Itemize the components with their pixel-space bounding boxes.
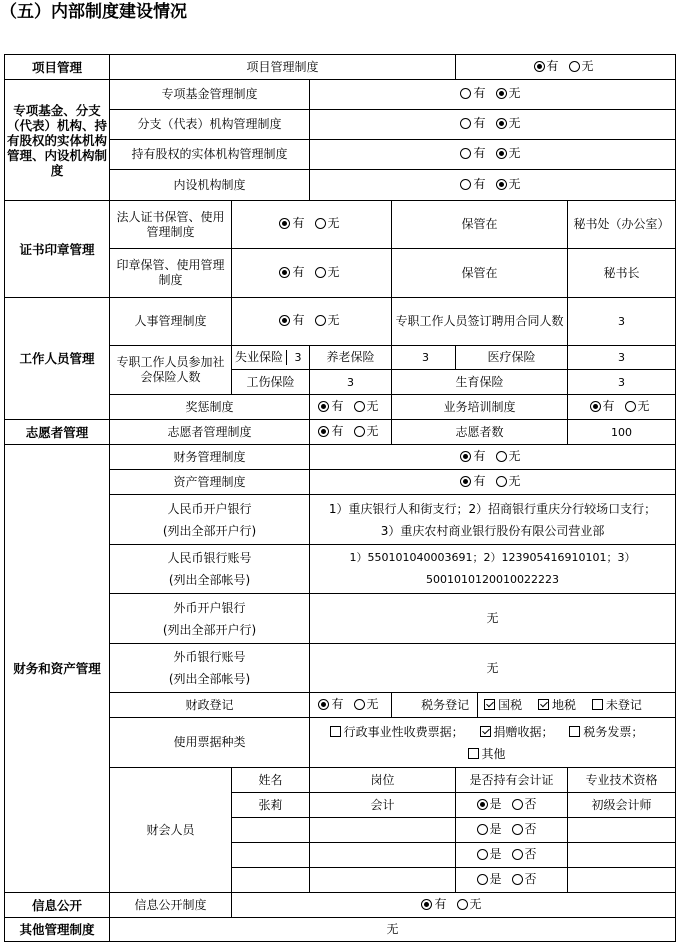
other-system-value: 无 — [110, 918, 676, 942]
radio-checked-icon — [318, 401, 329, 412]
radio-unchecked-icon — [354, 699, 365, 710]
accountant-cert-radio[interactable] — [456, 868, 568, 893]
radio-label: 有 — [292, 313, 305, 327]
radio-option[interactable] — [496, 449, 521, 464]
radio-option[interactable] — [318, 697, 343, 712]
checkbox-option[interactable] — [330, 725, 464, 739]
rmb-account-line-1: 1）550101040003691；2）123905416910101；3） — [349, 551, 636, 564]
radio-label: 无 — [508, 86, 521, 100]
checkbox-option[interactable] — [468, 747, 506, 761]
radio-option[interactable] — [496, 177, 521, 192]
radio-label: 否 — [524, 871, 537, 886]
radio-option[interactable] — [477, 847, 502, 862]
radio-unchecked-icon — [477, 874, 488, 885]
radio-option[interactable] — [315, 313, 340, 328]
radio-option[interactable] — [318, 424, 343, 439]
staff-section: 工作人员管理 — [5, 298, 110, 420]
radio-label: 无 — [366, 398, 379, 413]
checkbox-option[interactable] — [484, 698, 522, 712]
radio-checked-icon — [496, 88, 507, 99]
accountant-qual — [568, 868, 676, 893]
radio-label: 无 — [327, 264, 340, 279]
radio-checked-icon — [318, 699, 329, 710]
rmb-account-note: (列出全部帐号) — [168, 573, 251, 587]
project-system-radio[interactable] — [456, 55, 676, 80]
cert-system-label: 法人证书保管、使用管理制度 — [110, 201, 232, 249]
accountant-post — [310, 868, 456, 893]
radio-unchecked-icon — [354, 426, 365, 437]
radio-option[interactable] — [354, 424, 379, 439]
checkbox-unchecked-icon — [569, 726, 580, 737]
radio-label: 无 — [508, 176, 521, 191]
rmb-bank-label: 人民币开户银行 — [167, 501, 252, 516]
pension-value: 3 — [392, 346, 456, 370]
internal-org-label: 内设机构制度 — [110, 170, 310, 201]
radio-option[interactable] — [315, 216, 340, 231]
reward-system-label: 奖惩制度 — [110, 395, 310, 420]
radio-option[interactable] — [421, 897, 446, 912]
accountant-header-cert: 是否持有会计证 — [456, 768, 568, 793]
checkbox-option[interactable] — [480, 725, 554, 739]
accountant-cert-radio[interactable] — [456, 843, 568, 868]
fx-account-label: 外币银行账号 — [173, 650, 246, 664]
checkbox-unchecked-icon — [592, 699, 603, 710]
fx-account-note: (列出全部帐号) — [168, 672, 251, 686]
unemployment-value: 3 — [294, 351, 302, 364]
checkbox-label: 未登记 — [605, 698, 642, 712]
checkbox-checked-icon — [484, 699, 495, 710]
checkbox-checked-icon — [538, 699, 549, 710]
rmb-account-line-2: 5001010120010022223 — [426, 573, 559, 586]
radio-checked-icon — [460, 476, 471, 487]
seal-keeper-value: 秘书长 — [568, 249, 676, 298]
injury-value: 3 — [310, 370, 392, 395]
radio-unchecked-icon — [512, 874, 523, 885]
radio-unchecked-icon — [315, 315, 326, 326]
radio-unchecked-icon — [354, 401, 365, 412]
maternity-value: 3 — [568, 370, 676, 395]
radio-checked-icon — [421, 899, 432, 910]
radio-option[interactable] — [496, 86, 521, 101]
internal-system-table — [4, 54, 676, 942]
asset-system-radio[interactable] — [310, 470, 676, 495]
cert-system-radio[interactable] — [232, 201, 392, 249]
radio-option[interactable] — [496, 146, 521, 161]
radio-label: 有 — [331, 423, 344, 438]
radio-label: 有 — [473, 116, 486, 130]
volunteer-system-label: 志愿者管理制度 — [110, 420, 310, 445]
info-section: 信息公开 — [5, 893, 110, 918]
radio-label: 无 — [366, 696, 379, 711]
insurance-label: 专职工作人员参加社会保险人数 — [110, 346, 232, 395]
radio-unchecked-icon — [460, 88, 471, 99]
accountant-cert-radio[interactable] — [456, 818, 568, 843]
radio-label: 无 — [327, 216, 340, 230]
accountant-post: 会计 — [310, 793, 456, 818]
fx-bank-value: 无 — [310, 594, 676, 644]
radio-option[interactable] — [460, 177, 485, 192]
radio-unchecked-icon — [460, 179, 471, 190]
checkbox-option[interactable] — [569, 725, 643, 739]
radio-label: 有 — [331, 696, 344, 711]
radio-option[interactable] — [625, 399, 650, 414]
radio-label: 无 — [508, 146, 521, 160]
accountant-post — [310, 843, 456, 868]
radio-unchecked-icon — [512, 849, 523, 860]
radio-label: 无 — [366, 423, 379, 438]
finance-section: 财务和资产管理 — [5, 445, 110, 893]
radio-option[interactable] — [460, 116, 485, 131]
fiscal-label: 财政登记 — [110, 693, 310, 718]
radio-label: 无 — [327, 313, 340, 327]
fx-bank-label: 外币开户银行 — [173, 600, 246, 615]
accountant-name — [232, 818, 310, 843]
special-section: 专项基金、分支（代表）机构、持有股权的实体机构管理、内设机构制度 — [5, 80, 110, 201]
training-system-radio[interactable] — [568, 395, 676, 420]
checkbox-option[interactable] — [592, 698, 642, 712]
radio-label: 是 — [489, 796, 502, 811]
special-fund-label: 专项基金管理制度 — [110, 80, 310, 110]
radio-option[interactable] — [496, 116, 521, 131]
pension-label: 养老保险 — [310, 346, 392, 370]
accountant-qual — [568, 818, 676, 843]
radio-label: 否 — [524, 796, 537, 811]
radio-unchecked-icon — [496, 451, 507, 462]
radio-unchecked-icon — [457, 899, 468, 910]
rmb-bank-line-2: 3）重庆农村商业银行股份有限公司营业部 — [380, 523, 605, 538]
medical-label: 医疗保险 — [456, 346, 568, 370]
radio-option[interactable] — [460, 449, 485, 464]
branch-system-label: 分支（代表）机构管理制度 — [110, 110, 310, 140]
radio-label: 有 — [473, 473, 486, 488]
accountant-header-qual: 专业技术资格 — [568, 768, 676, 793]
checkbox-label: 国税 — [498, 698, 523, 712]
accountant-post — [310, 818, 456, 843]
accountant-qual — [568, 843, 676, 868]
accountant-cert-radio[interactable] — [456, 793, 568, 818]
radio-checked-icon — [279, 218, 290, 229]
seal-system-radio[interactable] — [232, 249, 392, 298]
asset-system-label: 资产管理制度 — [110, 470, 310, 495]
radio-checked-icon — [590, 401, 601, 412]
radio-label: 无 — [637, 398, 650, 413]
checkbox-checked-icon — [480, 726, 491, 737]
radio-option[interactable] — [512, 797, 537, 812]
checkbox-option[interactable] — [538, 698, 576, 712]
injury-label: 工伤保险 — [232, 370, 310, 395]
project-section: 项目管理 — [5, 55, 110, 80]
radio-label: 无 — [581, 58, 594, 73]
radio-label: 有 — [331, 398, 344, 413]
other-section: 其他管理制度 — [5, 918, 110, 942]
volunteer-section: 志愿者管理 — [5, 420, 110, 445]
accountant-name — [232, 868, 310, 893]
bill-type-label: 使用票据种类 — [110, 718, 310, 768]
radio-option[interactable] — [477, 797, 502, 812]
page-title: （五）内部制度建设情况 — [0, 2, 187, 22]
radio-option[interactable] — [512, 872, 537, 887]
maternity-label: 生育保险 — [392, 370, 568, 395]
radio-option[interactable] — [590, 399, 615, 414]
radio-option[interactable] — [315, 265, 340, 280]
radio-label: 有 — [473, 448, 486, 463]
radio-unchecked-icon — [460, 118, 471, 129]
radio-label: 有 — [292, 264, 305, 279]
radio-label: 有 — [292, 216, 305, 230]
radio-label: 是 — [489, 821, 502, 836]
radio-label: 无 — [469, 896, 482, 911]
tax-label: 税务登记 — [413, 693, 478, 717]
info-system-radio[interactable] — [232, 893, 676, 918]
medical-value: 3 — [568, 346, 676, 370]
radio-option[interactable] — [496, 474, 521, 489]
radio-option[interactable] — [279, 216, 304, 231]
equity-system-radio[interactable] — [310, 140, 676, 170]
radio-option[interactable] — [354, 399, 379, 414]
radio-label: 是 — [489, 846, 502, 861]
radio-label: 无 — [508, 473, 521, 488]
checkbox-unchecked-icon — [330, 726, 341, 737]
contract-count-label: 专职工作人员签订聘用合同人数 — [392, 298, 568, 346]
bill-type-options[interactable] — [310, 718, 676, 768]
radio-checked-icon — [279, 267, 290, 278]
accountant-name: 张莉 — [232, 793, 310, 818]
fx-account-value: 无 — [310, 644, 676, 693]
cert-section: 证书印章管理 — [5, 201, 110, 298]
radio-label: 否 — [524, 821, 537, 836]
radio-unchecked-icon — [569, 61, 580, 72]
radio-label: 有 — [473, 86, 486, 100]
cert-keeper-value: 秘书处（办公室） — [568, 201, 676, 249]
equity-system-label: 持有股权的实体机构管理制度 — [110, 140, 310, 170]
volunteer-count-label: 志愿者数 — [392, 420, 568, 445]
unemployment-label: 失业保险 — [232, 350, 287, 365]
contract-count-value: 3 — [568, 298, 676, 346]
radio-unchecked-icon — [460, 148, 471, 159]
rmb-account-label: 人民币银行账号 — [167, 551, 252, 565]
hr-system-radio[interactable] — [232, 298, 392, 346]
radio-option[interactable] — [460, 474, 485, 489]
radio-checked-icon — [496, 118, 507, 129]
radio-option[interactable] — [279, 313, 304, 328]
rmb-bank-note: (列出全部开户行) — [162, 523, 257, 538]
finance-system-radio[interactable] — [310, 445, 676, 470]
radio-unchecked-icon — [315, 218, 326, 229]
rmb-bank-line-1: 1）重庆银行人和街支行；2）招商银行重庆分行较场口支行； — [328, 501, 657, 516]
radio-unchecked-icon — [625, 401, 636, 412]
radio-unchecked-icon — [315, 267, 326, 278]
radio-option[interactable] — [279, 265, 304, 280]
radio-checked-icon — [460, 451, 471, 462]
radio-unchecked-icon — [496, 476, 507, 487]
checkbox-label: 行政事业性收费票据； — [343, 724, 464, 739]
fiscal-radio[interactable] — [310, 693, 392, 718]
radio-checked-icon — [534, 61, 545, 72]
radio-unchecked-icon — [512, 799, 523, 810]
accountant-label: 财会人员 — [110, 768, 232, 893]
radio-option[interactable] — [354, 697, 379, 712]
special-fund-radio[interactable] — [310, 80, 676, 110]
radio-checked-icon — [318, 426, 329, 437]
volunteer-count-value: 100 — [568, 420, 676, 445]
finance-system-label: 财务管理制度 — [110, 445, 310, 470]
radio-label: 无 — [508, 448, 521, 463]
training-system-label: 业务培训制度 — [392, 395, 568, 420]
cert-keeper-label: 保管在 — [392, 201, 568, 249]
radio-option[interactable] — [318, 399, 343, 414]
checkbox-label: 税务发票； — [583, 724, 644, 739]
accountant-header-post: 岗位 — [310, 768, 456, 793]
radio-option[interactable] — [569, 59, 594, 74]
tax-options[interactable] — [478, 698, 654, 712]
seal-keeper-label: 保管在 — [392, 249, 568, 298]
radio-unchecked-icon — [477, 824, 488, 835]
radio-option[interactable] — [477, 822, 502, 837]
radio-label: 有 — [434, 896, 447, 911]
radio-option[interactable] — [460, 86, 485, 101]
project-system-label: 项目管理制度 — [110, 55, 456, 80]
reward-system-radio[interactable] — [310, 395, 392, 420]
accountant-header-name: 姓名 — [232, 768, 310, 793]
branch-system-radio[interactable] — [310, 110, 676, 140]
radio-option[interactable] — [460, 146, 485, 161]
radio-label: 有 — [473, 176, 486, 191]
radio-label: 有 — [602, 398, 615, 413]
radio-option[interactable] — [512, 822, 537, 837]
seal-system-label: 印章保管、使用管理制度 — [110, 249, 232, 298]
checkbox-label: 其他 — [481, 746, 506, 761]
radio-label: 是 — [489, 871, 502, 886]
radio-unchecked-icon — [477, 849, 488, 860]
accountant-qual: 初级会计师 — [568, 793, 676, 818]
radio-unchecked-icon — [512, 824, 523, 835]
radio-label: 有 — [473, 146, 486, 160]
fx-bank-note: (列出全部开户行) — [162, 622, 257, 637]
checkbox-label: 地税 — [552, 698, 577, 712]
checkbox-label: 捐赠收据； — [493, 724, 554, 739]
checkbox-unchecked-icon — [468, 748, 479, 759]
hr-system-label: 人事管理制度 — [110, 298, 232, 346]
radio-checked-icon — [496, 179, 507, 190]
radio-checked-icon — [279, 315, 290, 326]
internal-org-radio[interactable] — [310, 170, 676, 201]
accountant-name — [232, 843, 310, 868]
radio-label: 无 — [508, 116, 521, 130]
radio-option[interactable] — [512, 847, 537, 862]
radio-label: 有 — [546, 58, 559, 73]
radio-checked-icon — [496, 148, 507, 159]
radio-label: 否 — [524, 846, 537, 861]
volunteer-system-radio[interactable] — [310, 420, 392, 445]
info-system-label: 信息公开制度 — [110, 893, 232, 918]
radio-option[interactable] — [477, 872, 502, 887]
radio-checked-icon — [477, 799, 488, 810]
radio-option[interactable] — [457, 897, 482, 912]
radio-option[interactable] — [534, 59, 559, 74]
